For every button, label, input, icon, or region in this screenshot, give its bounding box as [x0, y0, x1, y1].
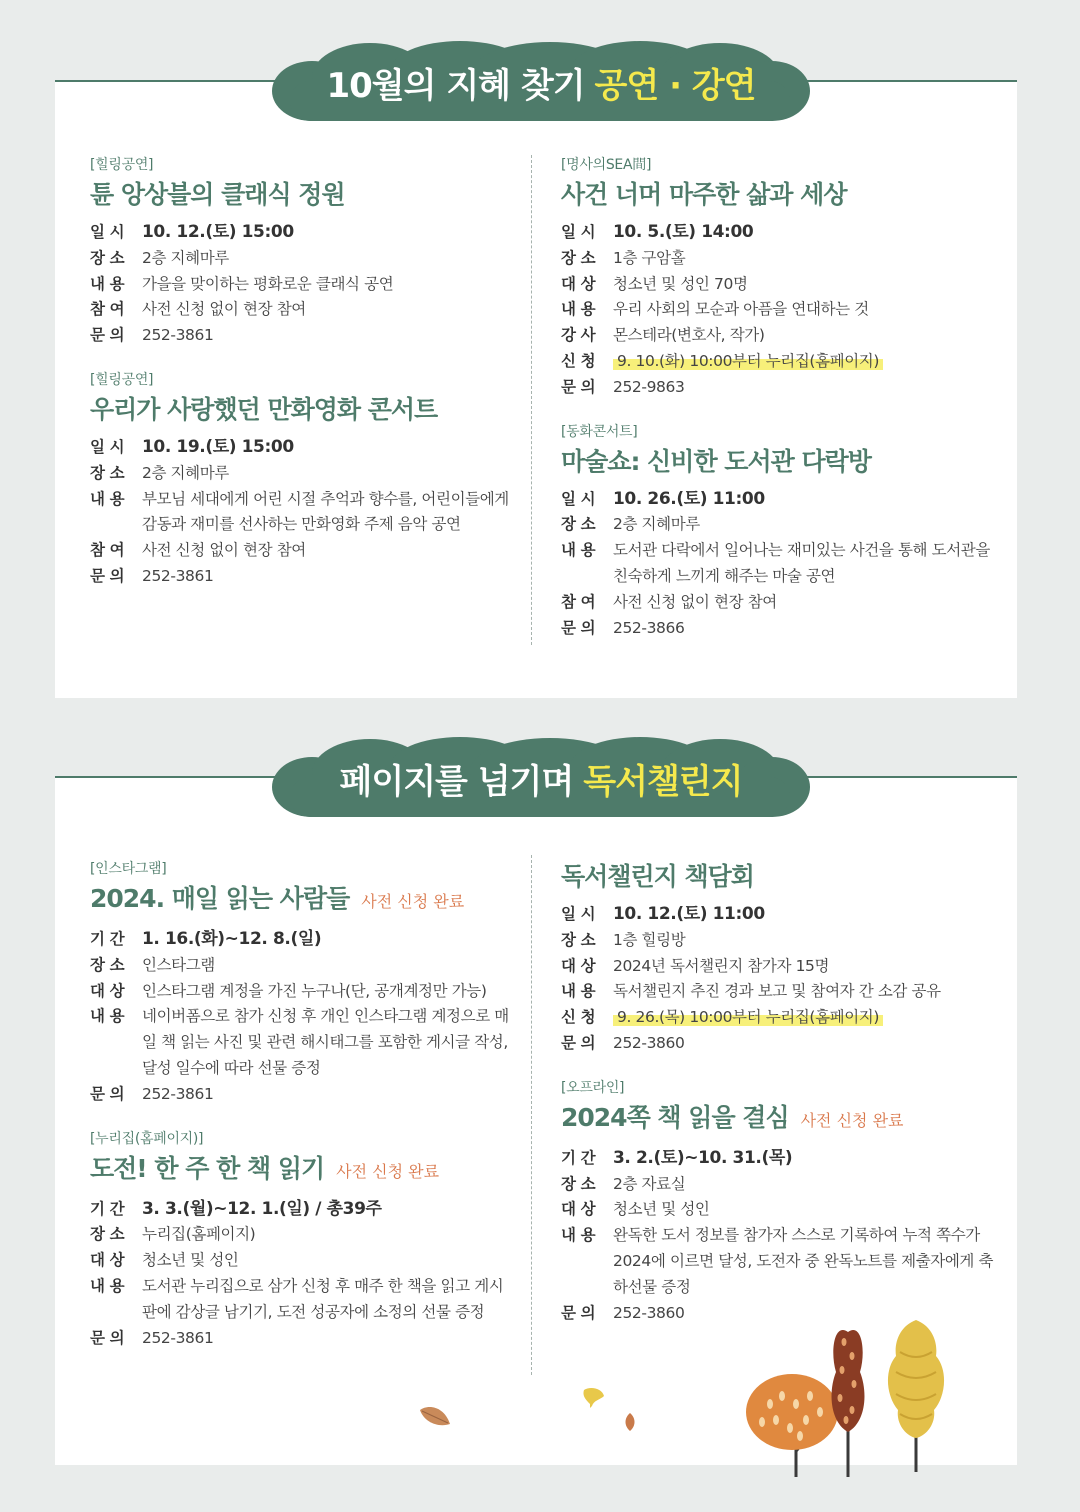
detail-value: 인스타그램 계정을 가진 누구나(단, 공개계정만 가능) [142, 981, 487, 1000]
banner-title [270, 41, 812, 123]
detail-label: 참 여 [90, 300, 125, 319]
event-title-text: 2024. 매일 읽는 사람들 [90, 884, 350, 913]
event-title [90, 882, 514, 919]
detail-label: 장 소 [561, 930, 596, 949]
status-badge: 사전 신청 완료 [336, 1161, 440, 1181]
detail-value: 2층 자료실 [613, 1174, 686, 1193]
detail-value: 1. 16.(화)~12. 8.(일) [142, 929, 322, 949]
registration-highlight: 9. 10.(화) 10:00부터 누리집(홈페이지) [613, 352, 883, 370]
detail-label: 내 용 [561, 300, 596, 319]
event-card [561, 423, 1001, 642]
detail-row [561, 323, 1001, 349]
detail-label: 일 시 [90, 223, 125, 241]
detail-label: 내 용 [561, 541, 596, 560]
detail-label: 문 의 [90, 566, 125, 585]
right-column-reading [561, 860, 1001, 1348]
detail-row [90, 297, 510, 323]
detail-row [561, 902, 1001, 928]
detail-row [561, 1146, 1001, 1172]
banner-title-main: 페이지를 넘기며 [339, 761, 574, 802]
detail-label: 문 의 [561, 618, 596, 637]
column-divider [531, 855, 532, 1375]
detail-label: 장 소 [561, 248, 596, 267]
detail-row [561, 220, 1001, 246]
event-category: [힐링공연] [90, 157, 154, 173]
detail-label: 장 소 [561, 1174, 596, 1193]
detail-label: 장 소 [90, 463, 125, 482]
detail-row [90, 461, 510, 487]
detail-value: 252-3861 [142, 1084, 214, 1103]
detail-value: 인스타그램 [142, 955, 215, 974]
detail-label: 대 상 [561, 274, 596, 293]
event-category: [동화콘서트] [561, 423, 638, 440]
detail-label: 문 의 [561, 377, 596, 396]
detail-label: 문 의 [90, 1328, 125, 1347]
detail-row [90, 953, 514, 979]
detail-label: 일 시 [561, 905, 596, 923]
detail-label: 대 상 [90, 1251, 125, 1270]
detail-value: 사전 신청 없이 현장 참여 [142, 541, 306, 560]
detail-label: 신 청 [561, 1008, 596, 1027]
ginkgo-leaf-icon [580, 1386, 608, 1410]
detail-value: 10. 12.(토) 15:00 [142, 222, 294, 242]
left-column-performances [90, 156, 510, 612]
detail-row [90, 435, 510, 461]
banner-title-main: 10월의 지혜 찾기 [326, 65, 585, 106]
detail-row [561, 979, 1001, 1005]
detail-value: 1층 구암홀 [613, 248, 686, 267]
detail-value: 3. 3.(월)~12. 1.(일) / 총39주 [142, 1198, 382, 1219]
detail-label: 일 시 [90, 437, 125, 456]
detail-value: 252-3861 [142, 326, 214, 345]
event-card [561, 860, 1001, 1057]
detail-row [561, 1223, 1001, 1300]
event-title-text: 2024쪽 책 읽을 결심 [561, 1102, 789, 1132]
detail-label: 일 시 [561, 489, 596, 508]
detail-value: 2층 지혜마루 [613, 515, 700, 534]
detail-value: 도서관 다락에서 일어나는 재미있는 사건을 통해 도서관을 친숙하게 느끼게 해주는 마술 공연 [613, 541, 990, 585]
detail-row [561, 928, 1001, 954]
detail-row [90, 1222, 514, 1248]
detail-label: 기 간 [561, 1148, 596, 1167]
detail-row [561, 1197, 1001, 1223]
detail-value: 사전 신청 없이 현장 참여 [613, 592, 777, 611]
detail-value: 10. 19.(토) 15:00 [142, 436, 294, 457]
detail-label: 강 사 [561, 326, 596, 345]
detail-value: 완독한 도서 정보를 참가자 스스로 기록하여 누적 쪽수가 2024에 이르면 달성, 도전자 중 완독노트를 제출자에게 축하선물 증정 [613, 1226, 994, 1296]
detail-label: 내 용 [90, 489, 125, 508]
detail-value: 독서챌린지 추진 경과 보고 및 참여자 간 소감 공유 [613, 982, 941, 1001]
autumn-trees-illustration [740, 1312, 960, 1482]
right-column-performances [561, 156, 1001, 663]
event-title: 튠 앙상블의 클래식 정원 [90, 180, 345, 209]
detail-label: 내 용 [561, 1226, 596, 1245]
detail-row [561, 1031, 1001, 1057]
detail-row [561, 538, 1001, 590]
detail-value: 누리집(홈페이지) [142, 1225, 256, 1244]
section-banner-reading-challenge [270, 737, 812, 819]
detail-value: 252-3861 [142, 566, 214, 585]
detail-row [561, 616, 1001, 642]
detail-row [561, 590, 1001, 616]
detail-value: 252-3860 [613, 1303, 685, 1322]
detail-value: 2층 지혜마루 [142, 248, 229, 267]
detail-value: 10. 26.(토) 11:00 [613, 488, 765, 509]
event-category: [누리집(홈페이지)] [90, 1130, 204, 1147]
detail-row [90, 927, 514, 953]
detail-label: 내 용 [90, 1276, 125, 1295]
detail-label: 대 상 [561, 956, 596, 975]
detail-value: 청소년 및 성인 [613, 1200, 710, 1219]
detail-row [90, 1248, 514, 1274]
event-title: 사건 너머 마주한 삶과 세상 [561, 180, 847, 209]
event-card [561, 1079, 1001, 1327]
detail-value: 부모님 세대에게 어린 시절 추억과 향수를, 어린이들에게 감동과 재미를 선사하는 만화영화 주제 음악 공연 [142, 489, 509, 534]
detail-value: 252-9863 [613, 377, 685, 396]
detail-value: 1층 힐링방 [613, 930, 686, 949]
status-badge: 사전 신청 완료 [800, 1110, 904, 1130]
detail-value: 2층 지혜마루 [142, 463, 229, 482]
detail-label: 장 소 [90, 955, 125, 974]
detail-label: 기 간 [90, 930, 125, 948]
detail-value: 청소년 및 성인 [142, 1251, 239, 1270]
detail-value: 사전 신청 없이 현장 참여 [142, 300, 306, 319]
registration-highlight: 9. 26.(목) 10:00부터 누리집(홈페이지) [613, 1008, 883, 1026]
detail-value: 가을을 맞이하는 평화로운 클래식 공연 [142, 274, 394, 293]
detail-label: 장 소 [90, 1225, 125, 1244]
event-title: 독서챌린지 책담회 [561, 862, 754, 891]
detail-row [561, 487, 1001, 513]
detail-label: 문 의 [90, 326, 125, 345]
detail-label: 내 용 [90, 1007, 125, 1026]
detail-row [90, 1274, 514, 1326]
detail-row [90, 538, 510, 564]
falling-leaf-icon [418, 1404, 452, 1430]
detail-value: 우리 사회의 모순과 아픔을 연대하는 것 [613, 300, 869, 319]
detail-label: 신 청 [561, 351, 596, 370]
detail-value: 2024년 독서챌린지 참가자 15명 [613, 956, 830, 975]
detail-value: 252-3866 [613, 618, 685, 637]
detail-value: 252-3860 [613, 1033, 685, 1052]
event-title: 우리가 사랑했던 만화영화 콘서트 [90, 394, 438, 424]
section-banner-performances [270, 41, 812, 123]
detail-row [90, 1004, 514, 1081]
detail-row [90, 487, 510, 539]
left-column-reading [90, 860, 514, 1373]
detail-row [561, 512, 1001, 538]
detail-value: 도서관 누리집으로 삼가 신청 후 매주 한 책을 읽고 게시판에 감상글 남기기, 도전 성공자에 소정의 선물 증정 [142, 1276, 504, 1321]
column-divider [531, 155, 532, 645]
banner-title-highlight: 공연 · 강연 [594, 65, 756, 106]
detail-value: 3. 2.(토)~10. 31.(목) [613, 1147, 793, 1168]
detail-row [90, 1197, 514, 1223]
detail-value: 네이버폼으로 참가 신청 후 개인 인스타그램 계정으로 매일 책 읽는 사진 및 관련 해시태그를 포함한 게시글 작성, 달성 일수에 따라 선물 증정 [142, 1007, 509, 1077]
detail-label: 내 용 [90, 274, 125, 293]
detail-row [561, 246, 1001, 272]
detail-row [561, 349, 1001, 375]
event-category: [힐링공연] [90, 371, 154, 388]
detail-value: 10. 5.(토) 14:00 [613, 222, 754, 242]
falling-leaf-icon [622, 1412, 638, 1432]
detail-row [90, 220, 510, 246]
detail-row [561, 1005, 1001, 1031]
detail-row [561, 375, 1001, 401]
detail-label: 기 간 [90, 1199, 125, 1218]
detail-row [90, 246, 510, 272]
banner-title-highlight: 독서챌린지 [583, 761, 743, 802]
detail-label: 대 상 [90, 981, 125, 1000]
detail-row [561, 1172, 1001, 1198]
event-category: [명사의SEA間] [561, 157, 652, 173]
detail-label: 문 의 [561, 1303, 596, 1322]
event-card [90, 156, 510, 349]
detail-row [90, 323, 510, 349]
detail-value: 252-3861 [142, 1328, 214, 1347]
status-badge: 사전 신청 완료 [361, 892, 465, 911]
detail-row [90, 1326, 514, 1352]
event-title [561, 1101, 1001, 1138]
event-title [90, 1152, 514, 1189]
detail-label: 참 여 [90, 541, 125, 560]
detail-value: 청소년 및 성인 70명 [613, 274, 748, 293]
detail-row [561, 954, 1001, 980]
detail-label: 참 여 [561, 592, 596, 611]
event-title-text: 도전! 한 주 한 책 읽기 [90, 1153, 325, 1183]
event-card [90, 860, 514, 1108]
detail-row [90, 979, 514, 1005]
event-card [561, 156, 1001, 401]
detail-row [90, 272, 510, 298]
event-category: [인스타그램] [90, 861, 167, 877]
event-card [90, 371, 510, 590]
detail-label: 대 상 [561, 1200, 596, 1219]
detail-label: 문 의 [561, 1033, 596, 1052]
detail-label: 문 의 [90, 1084, 125, 1103]
banner-title [270, 737, 812, 819]
detail-label: 일 시 [561, 223, 596, 241]
detail-value: 몬스테라(변호사, 작가) [613, 326, 765, 345]
detail-row [561, 272, 1001, 298]
event-title: 마술쇼: 신비한 도서관 다락방 [561, 446, 871, 476]
detail-label: 내 용 [561, 982, 596, 1001]
detail-value: 10. 12.(토) 11:00 [613, 904, 765, 924]
event-card [90, 1130, 514, 1352]
detail-row [561, 297, 1001, 323]
detail-label: 장 소 [561, 515, 596, 534]
detail-row [90, 564, 510, 590]
event-category: [오프라인] [561, 1079, 625, 1096]
detail-label: 장 소 [90, 248, 125, 267]
detail-row [90, 1082, 514, 1108]
